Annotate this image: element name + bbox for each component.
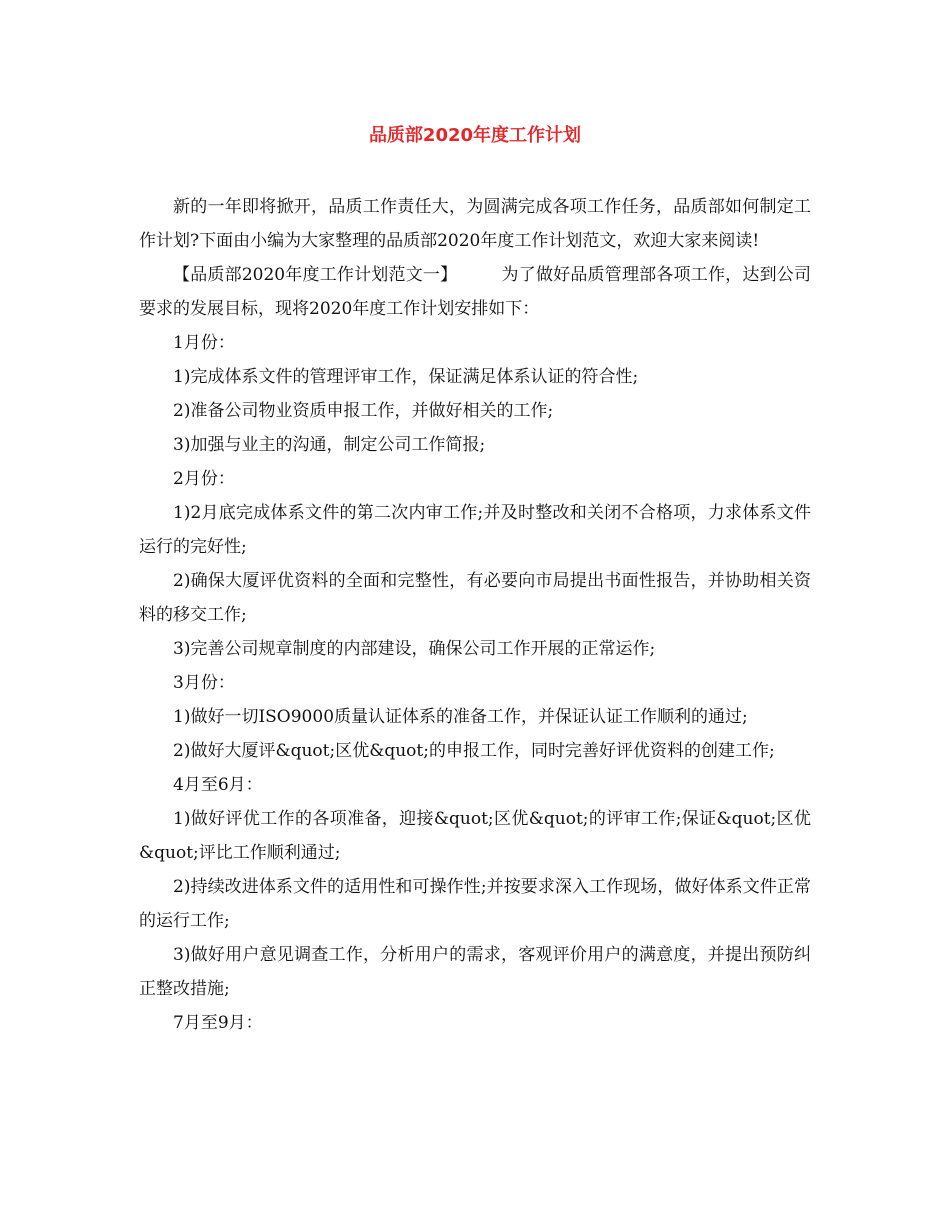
section-paragraph xyxy=(139,258,811,326)
month2-item-1: 1)2月底完成体系文件的第二次内审工作;并及时整改和关闭不合格项，力求体系文件运行的完好性; xyxy=(139,503,811,557)
document-title: 品质部2020年度工作计划 xyxy=(368,125,582,146)
month-label-4-6: 4月至6月： xyxy=(173,775,263,795)
month1-item-1: 1)完成体系文件的管理评审工作，保证满足体系认证的符合性; xyxy=(173,367,639,387)
month4to6-item-3: 3)做好用户意见调查工作，分析用户的需求，客观评价用户的满意度，并提出预防纠正整改措施; xyxy=(139,945,811,999)
month1-item-2: 2)准备公司物业资质申报工作，并做好相关的工作; xyxy=(173,401,554,421)
month3-item-1: 1)做好一切ISO9000质量认证体系的准备工作，并保证认证工作顺利的通过; xyxy=(173,707,748,727)
intro-paragraph: 新的一年即将掀开，品质工作责任大，为圆满完成各项工作任务，品质部如何制定工作计划?下面由小编为大家整理的品质部2020年度工作计划范文，欢迎大家来阅读! xyxy=(139,197,811,251)
month-label-2: 2月份： xyxy=(173,469,235,489)
month2-item-3: 3)完善公司规章制度的内部建设，确保公司工作开展的正常运作; xyxy=(173,639,656,659)
section-heading: 【品质部2020年度工作计划范文一】 xyxy=(173,265,458,285)
month4to6-item-2: 2)持续改进体系文件的适用性和可操作性;并按要求深入工作现场，做好体系文件正常的运行工作; xyxy=(139,877,811,931)
month2-item-2: 2)确保大厦评优资料的全面和完整性，有必要向市局提出书面性报告，并协助相关资料的移交工作; xyxy=(139,571,811,625)
month3-item-2: 2)做好大厦评&quot;区优&quot;的申报工作，同时完善好评优资料的创建工作; xyxy=(173,741,775,761)
section-intro: 为了做好品质管理部各项工作，达到公司要求的发展目标，现将2020年度工作计划安排如下： xyxy=(139,265,812,319)
month4to6-item-1: 1)做好评优工作的各项准备，迎接&quot;区优&quot;的评审工作;保证&quot;区优&quot;评比工作顺利通过; xyxy=(139,809,811,863)
document-body xyxy=(139,190,811,1040)
month-label-7-9: 7月至9月： xyxy=(173,1013,263,1033)
month-label-1: 1月份： xyxy=(173,333,235,353)
month-label-3: 3月份： xyxy=(173,673,235,693)
month1-item-3: 3)加强与业主的沟通，制定公司工作简报; xyxy=(173,435,486,455)
